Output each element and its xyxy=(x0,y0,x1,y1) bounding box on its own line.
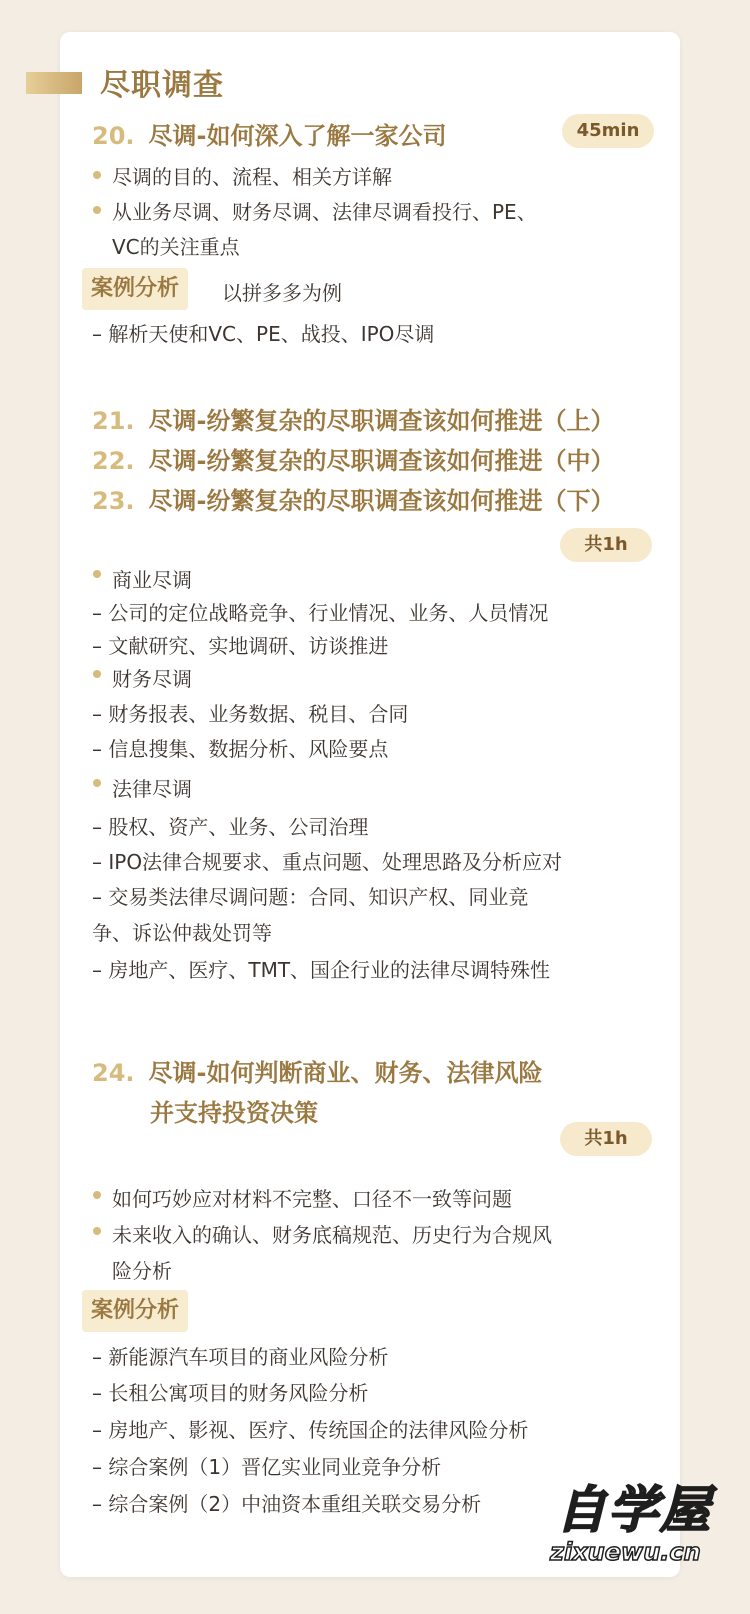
biz-dd-line-2: – 文献研究、实地调研、访谈推进 xyxy=(92,634,389,658)
course-23-number: 23. xyxy=(92,487,135,515)
course-21-title: 尽调-纷繁复杂的尽职调查该如何推进（上） xyxy=(148,407,615,435)
bullet-dot-icon xyxy=(93,1227,101,1235)
course-20-bullet-2-cont: VC的关注重点 xyxy=(112,235,240,259)
bullet-dot-icon xyxy=(93,1191,101,1199)
course-24-heading xyxy=(92,1053,542,1088)
fin-dd-line-1: – 财务报表、业务数据、税目、合同 xyxy=(92,702,409,726)
course-22-number: 22. xyxy=(92,447,135,475)
course-24-case-line-1: – 新能源汽车项目的商业风险分析 xyxy=(92,1345,389,1369)
fin-dd-line-2: – 信息搜集、数据分析、风险要点 xyxy=(92,737,389,761)
course-20-number: 20. xyxy=(92,122,135,150)
course-24-case-line-3: – 房地产、影视、医疗、传统国企的法律风险分析 xyxy=(92,1418,529,1442)
section-accent-bar xyxy=(26,72,82,94)
legal-dd-line-1: – 股权、资产、业务、公司治理 xyxy=(92,815,369,839)
course-24-number: 24. xyxy=(92,1059,135,1087)
course-24-case-line-2: – 长租公寓项目的财务风险分析 xyxy=(92,1381,369,1405)
bullet-dot-icon xyxy=(93,171,101,179)
legal-dd-line-2: – IPO法律合规要求、重点问题、处理思路及分析应对 xyxy=(92,850,563,874)
course-21-23-duration-badge: 共1h xyxy=(560,528,652,562)
legal-dd-line-4: – 房地产、医疗、TMT、国企行业的法律尽调特殊性 xyxy=(92,958,551,982)
course-24-bullet-1: 如何巧妙应对材料不完整、口径不一致等问题 xyxy=(112,1187,512,1211)
course-24-case-line-5: – 综合案例（2）中油资本重组关联交易分析 xyxy=(92,1492,482,1516)
course-24-case-tag: 案例分析 xyxy=(82,1290,188,1332)
course-23-heading xyxy=(92,481,614,516)
course-24-case-line-4: – 综合案例（1）晋亿实业同业竞争分析 xyxy=(92,1455,442,1479)
course-20-case-tag: 案例分析 xyxy=(82,268,188,310)
section-title: 尽职调查 xyxy=(100,68,224,103)
legal-dd-line-3: – 交易类法律尽调问题：合同、知识产权、同业竞 xyxy=(92,885,529,909)
course-24-title-line-1: 尽调-如何判断商业、财务、法律风险 xyxy=(148,1059,543,1087)
bullet-dot-icon xyxy=(93,570,101,578)
course-24-bullet-2-cont: 险分析 xyxy=(112,1259,172,1283)
fin-dd-heading: 财务尽调 xyxy=(112,667,192,691)
bullet-dot-icon xyxy=(93,206,101,214)
course-21-heading xyxy=(92,401,614,436)
watermark-logo: 自学屋 xyxy=(556,1481,712,1539)
bullet-dot-icon xyxy=(93,779,101,787)
bullet-dot-icon xyxy=(93,670,101,678)
course-23-title: 尽调-纷繁复杂的尽职调查该如何推进（下） xyxy=(148,487,615,515)
legal-dd-heading: 法律尽调 xyxy=(112,777,192,801)
legal-dd-line-3-cont: 争、诉讼仲裁处罚等 xyxy=(92,921,272,945)
course-21-number: 21. xyxy=(92,407,135,435)
course-22-title: 尽调-纷繁复杂的尽职调查该如何推进（中） xyxy=(148,447,615,475)
course-22-heading xyxy=(92,441,614,476)
course-24-duration-badge: 共1h xyxy=(560,1122,652,1156)
course-20-case-text: 以拼多多为例 xyxy=(222,281,342,305)
course-20-duration-badge: 45min xyxy=(562,114,654,148)
course-20-title: 尽调-如何深入了解一家公司 xyxy=(148,122,447,150)
biz-dd-heading: 商业尽调 xyxy=(112,568,192,592)
course-24-bullet-2: 未来收入的确认、财务底稿规范、历史行为合规风 xyxy=(112,1223,552,1247)
course-24-title-line-2: 并支持投资决策 xyxy=(150,1099,318,1127)
course-20-heading xyxy=(92,116,446,151)
watermark-url: zixuewu.cn xyxy=(550,1538,701,1566)
course-20-bullet-1: 尽调的目的、流程、相关方详解 xyxy=(112,165,392,189)
biz-dd-line-1: – 公司的定位战略竞争、行业情况、业务、人员情况 xyxy=(92,601,549,625)
course-20-bullet-2: 从业务尽调、财务尽调、法律尽调看投行、PE、 xyxy=(112,200,537,224)
course-20-case-line: – 解析天使和VC、PE、战投、IPO尽调 xyxy=(92,322,435,346)
